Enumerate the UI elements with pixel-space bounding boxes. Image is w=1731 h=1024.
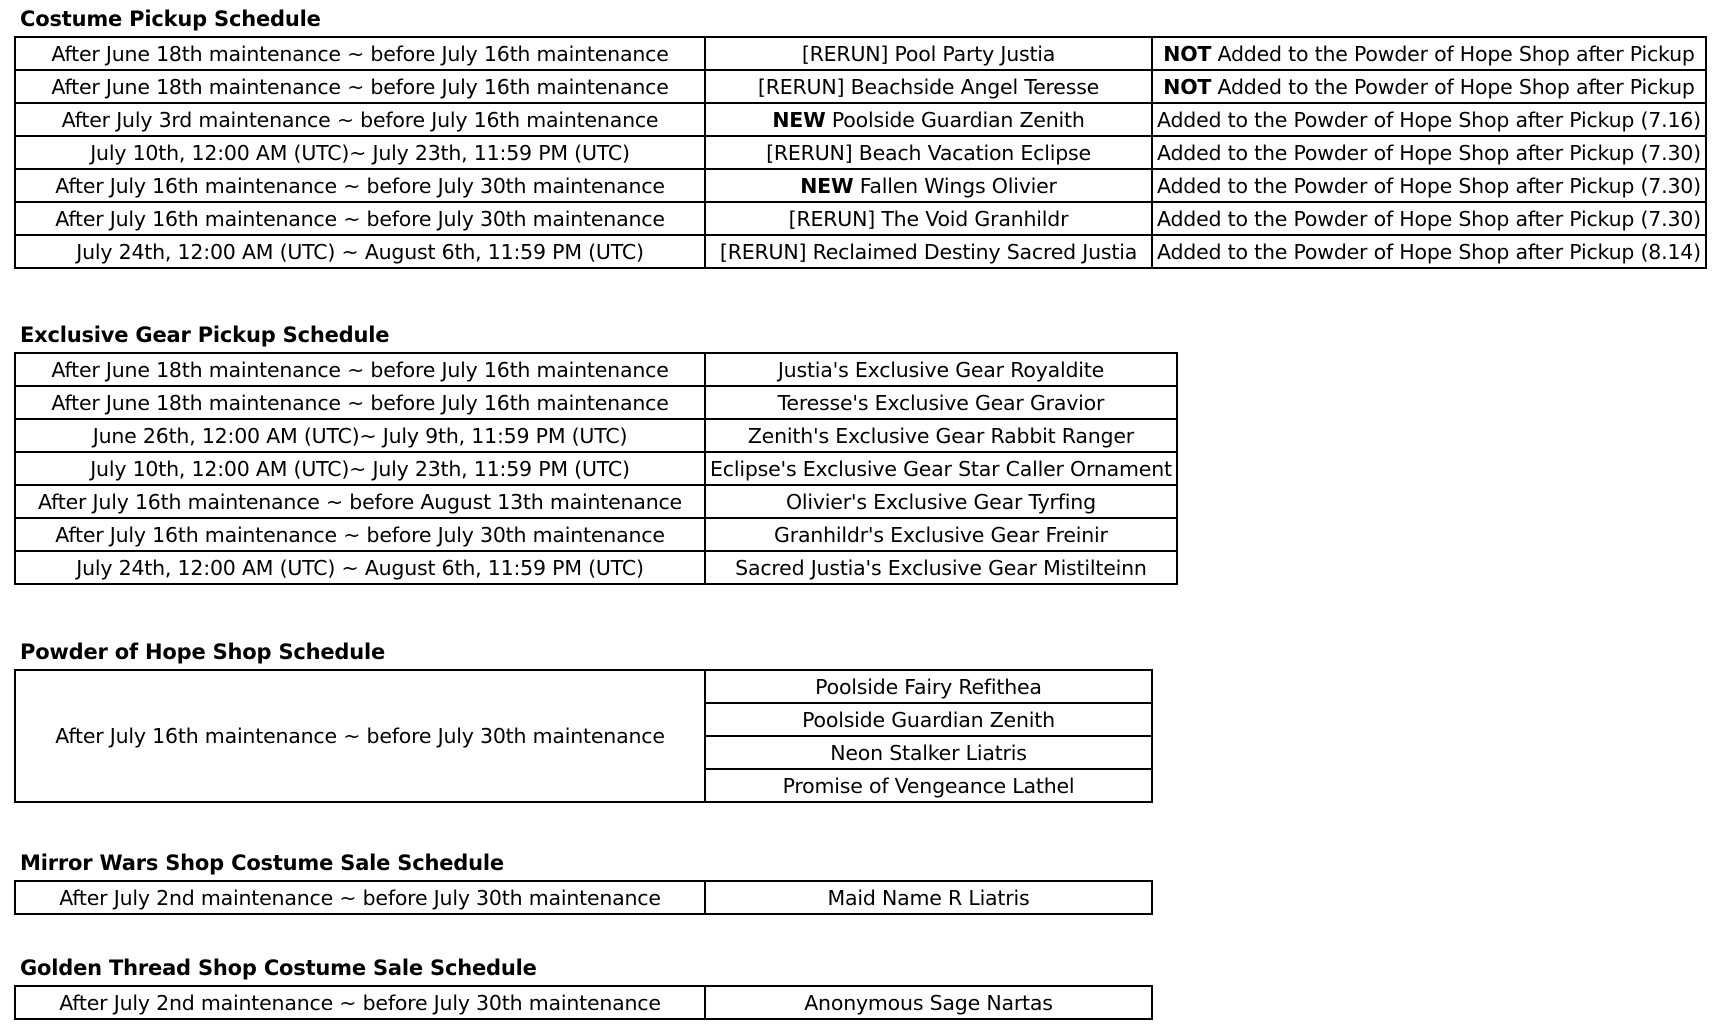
costume-pickup-table [14, 36, 1707, 269]
shop-item-cell: Promise of Vengeance Lathel [705, 769, 1152, 802]
tag-label: NEW [800, 173, 854, 198]
costume-name: [RERUN] Beachside Angel Teresse [757, 74, 1100, 99]
shop-item-cell: Poolside Guardian Zenith [705, 703, 1152, 736]
costume-name: Fallen Wings Olivier [853, 173, 1057, 198]
costume-cell [705, 70, 1152, 103]
period-cell: July 10th, 12:00 AM (UTC)~ July 23th, 11:59 PM (UTC) [15, 136, 705, 169]
costume-pickup-section [14, 2, 1707, 269]
table-row [15, 202, 1706, 235]
powder-shop-table [14, 669, 1153, 803]
golden-thread-section [14, 951, 1153, 1020]
gear-cell: Sacred Justia's Exclusive Gear Mistilteinn [705, 551, 1177, 584]
period-cell: After June 18th maintenance ~ before July 16th maintenance [15, 386, 705, 419]
note-text: Added to the Powder of Hope Shop after Pickup (7.30) [1157, 140, 1701, 165]
note-text: Added to the Powder of Hope Shop after Pickup [1211, 74, 1695, 99]
costume-cell [705, 37, 1152, 70]
gear-cell: Granhildr's Exclusive Gear Freinir [705, 518, 1177, 551]
period-cell: July 10th, 12:00 AM (UTC)~ July 23th, 11:59 PM (UTC) [15, 452, 705, 485]
period-cell: After July 16th maintenance ~ before July 30th maintenance [15, 670, 705, 802]
period-cell: After June 18th maintenance ~ before July 16th maintenance [15, 353, 705, 386]
exclusive-gear-section [14, 318, 1178, 585]
mirror-wars-section [14, 846, 1153, 915]
gear-cell: Zenith's Exclusive Gear Rabbit Ranger [705, 419, 1177, 452]
costume-cell: Maid Name R Liatris [705, 881, 1152, 914]
period-cell: After July 16th maintenance ~ before July 30th maintenance [15, 518, 705, 551]
table-row [15, 235, 1706, 268]
period-cell: After July 16th maintenance ~ before July 30th maintenance [15, 169, 705, 202]
gear-cell: Teresse's Exclusive Gear Gravior [705, 386, 1177, 419]
exclusive-gear-title: Exclusive Gear Pickup Schedule [20, 323, 390, 347]
note-cell [1152, 37, 1706, 70]
note-text: Added to the Powder of Hope Shop after Pickup (7.30) [1157, 206, 1701, 231]
period-cell: After July 2nd maintenance ~ before July 30th maintenance [15, 986, 705, 1019]
costume-name: [RERUN] Beach Vacation Eclipse [766, 140, 1091, 165]
period-cell: After July 16th maintenance ~ before August 13th maintenance [15, 485, 705, 518]
note-cell [1152, 235, 1706, 268]
table-row [15, 518, 1177, 551]
tag-label: NEW [772, 107, 826, 132]
exclusive-gear-table [14, 352, 1178, 585]
period-cell: After July 3rd maintenance ~ before July 16th maintenance [15, 103, 705, 136]
table-row [15, 485, 1177, 518]
costume-pickup-title: Costume Pickup Schedule [20, 7, 321, 31]
table-row [15, 881, 1152, 914]
table-row [15, 452, 1177, 485]
costume-name: [RERUN] The Void Granhildr [788, 206, 1069, 231]
gear-cell: Eclipse's Exclusive Gear Star Caller Ornament [705, 452, 1177, 485]
costume-cell [705, 136, 1152, 169]
mirror-wars-table [14, 880, 1153, 915]
golden-thread-table [14, 985, 1153, 1020]
costume-name: [RERUN] Pool Party Justia [801, 41, 1056, 66]
table-row [15, 986, 1152, 1019]
note-cell [1152, 169, 1706, 202]
golden-thread-title: Golden Thread Shop Costume Sale Schedule [20, 956, 537, 980]
table-row [15, 169, 1706, 202]
note-text: Added to the Powder of Hope Shop after Pickup (8.14) [1157, 239, 1701, 264]
costume-cell [705, 169, 1152, 202]
note-tag: NOT [1163, 41, 1212, 66]
period-cell: June 26th, 12:00 AM (UTC)~ July 9th, 11:59 PM (UTC) [15, 419, 705, 452]
note-text: Added to the Powder of Hope Shop after Pickup (7.30) [1157, 173, 1701, 198]
gear-cell: Olivier's Exclusive Gear Tyrfing [705, 485, 1177, 518]
note-cell [1152, 103, 1706, 136]
table-row [15, 419, 1177, 452]
costume-cell [705, 202, 1152, 235]
table-row [15, 670, 1152, 703]
costume-cell [705, 235, 1152, 268]
table-row [15, 37, 1706, 70]
costume-cell [705, 103, 1152, 136]
table-row [15, 70, 1706, 103]
costume-cell: Anonymous Sage Nartas [705, 986, 1152, 1019]
note-tag: NOT [1163, 74, 1212, 99]
note-cell [1152, 202, 1706, 235]
powder-shop-title: Powder of Hope Shop Schedule [20, 640, 386, 664]
note-cell [1152, 70, 1706, 103]
powder-shop-section [14, 635, 1153, 803]
table-row [15, 353, 1177, 386]
costume-name: [RERUN] Reclaimed Destiny Sacred Justia [719, 239, 1138, 264]
note-cell [1152, 136, 1706, 169]
period-cell: After July 2nd maintenance ~ before July 30th maintenance [15, 881, 705, 914]
mirror-wars-title: Mirror Wars Shop Costume Sale Schedule [20, 851, 504, 875]
table-row [15, 386, 1177, 419]
period-cell: July 24th, 12:00 AM (UTC) ~ August 6th, 11:59 PM (UTC) [15, 235, 705, 268]
table-row [15, 551, 1177, 584]
shop-item-cell: Neon Stalker Liatris [705, 736, 1152, 769]
period-cell: After June 18th maintenance ~ before July 16th maintenance [15, 70, 705, 103]
table-row [15, 103, 1706, 136]
gear-cell: Justia's Exclusive Gear Royaldite [705, 353, 1177, 386]
note-text: Added to the Powder of Hope Shop after Pickup (7.16) [1157, 107, 1701, 132]
period-cell: After June 18th maintenance ~ before July 16th maintenance [15, 37, 705, 70]
period-cell: July 24th, 12:00 AM (UTC) ~ August 6th, 11:59 PM (UTC) [15, 551, 705, 584]
table-row [15, 136, 1706, 169]
note-text: Added to the Powder of Hope Shop after Pickup [1211, 41, 1695, 66]
period-cell: After July 16th maintenance ~ before July 30th maintenance [15, 202, 705, 235]
shop-item-cell: Poolside Fairy Refithea [705, 670, 1152, 703]
costume-name: Poolside Guardian Zenith [825, 107, 1085, 132]
